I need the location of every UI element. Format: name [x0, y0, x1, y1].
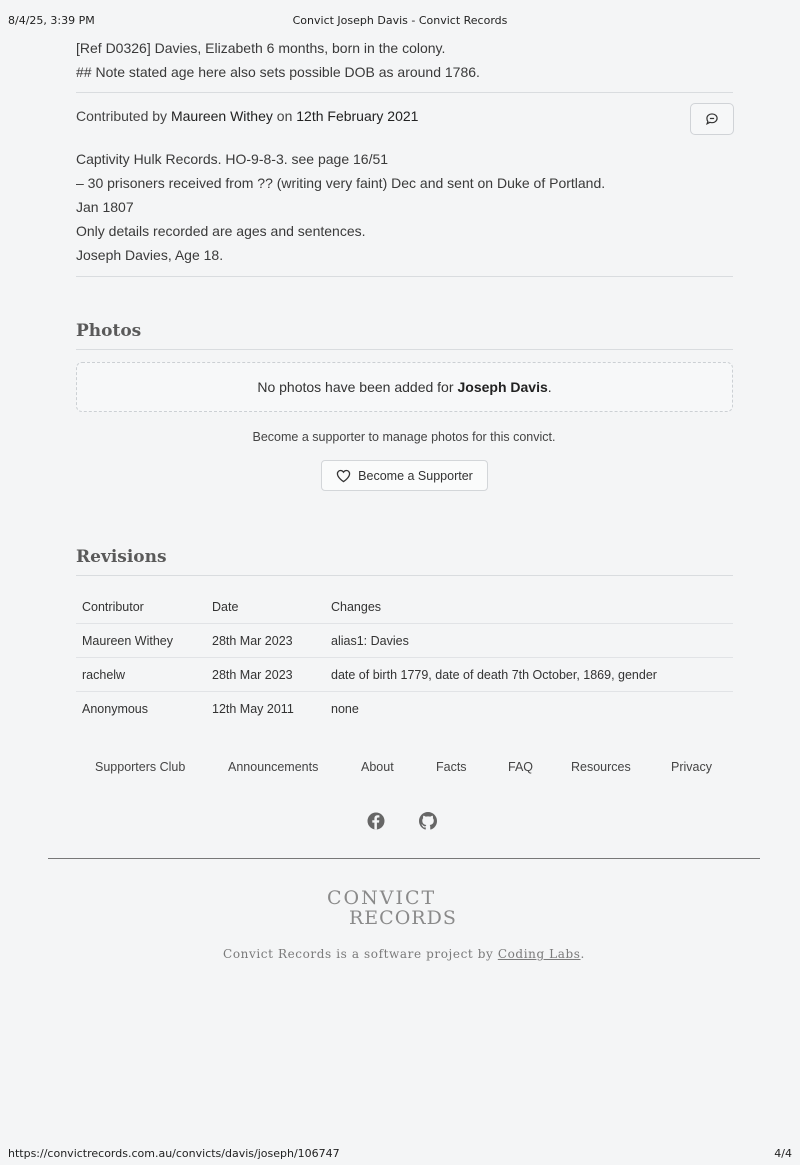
table-header-row — [76, 591, 733, 624]
table-row — [76, 658, 733, 692]
print-page-title: Convict Joseph Davis - Convict Records — [292, 14, 508, 27]
note-line: ## Note stated age here also sets possible DOB as around 1786. — [76, 64, 480, 80]
table-row — [76, 624, 733, 658]
changes-cell: date of birth 1779, date of death 7th October, 1869, gender — [330, 658, 733, 692]
tagline-end: . — [580, 947, 585, 961]
tagline-text: Convict Records is a software project by — [223, 947, 494, 961]
convict-name: Joseph Davis — [457, 379, 548, 395]
contribution-byline — [76, 108, 418, 124]
byline-prefix: Contributed by — [76, 108, 168, 124]
column-header: Changes — [331, 600, 382, 614]
footer-nav — [95, 760, 712, 774]
contributor-cell[interactable]: Maureen Withey — [76, 624, 211, 658]
comment-icon — [705, 112, 719, 126]
become-supporter-label: Become a Supporter — [358, 468, 473, 483]
logo-line-2: RECORDS — [349, 907, 457, 929]
footer-link-about[interactable]: About — [361, 760, 394, 774]
photos-empty-end: . — [547, 379, 552, 395]
contribution-line: Jan 1807 — [76, 199, 134, 215]
footer-link-privacy[interactable]: Privacy — [671, 760, 712, 774]
footer-link-faq[interactable]: FAQ — [508, 760, 534, 774]
changes-cell: none — [330, 692, 733, 726]
column-header: Contributor — [82, 600, 144, 614]
comment-button[interactable] — [690, 103, 734, 135]
contribution-line: Captivity Hulk Records. HO-9-8-3. see page 16/51 — [76, 151, 389, 167]
photos-empty-text: No photos have been added for — [257, 379, 454, 395]
footer-link-resources[interactable]: Resources — [571, 760, 631, 774]
notes-top — [76, 36, 733, 84]
github-icon[interactable] — [419, 812, 437, 830]
footer-link-supporters-club[interactable]: Supporters Club — [95, 760, 186, 774]
contributor-cell[interactable]: rachelw — [76, 658, 211, 692]
footer-link-facts[interactable]: Facts — [436, 760, 467, 774]
contributor-cell: Anonymous — [76, 692, 211, 726]
table-row — [76, 692, 733, 726]
divider — [76, 276, 733, 277]
print-datetime: 8/4/25, 3:39 PM — [8, 14, 95, 27]
divider — [76, 92, 733, 93]
footer-link-announcements[interactable]: Announcements — [228, 760, 319, 774]
revisions-title: Revisions — [76, 547, 167, 567]
print-page-number: 4/4 — [774, 1147, 792, 1160]
contributor-link[interactable]: Maureen Withey — [170, 108, 273, 124]
become-supporter-button[interactable] — [321, 460, 488, 491]
contribution-line: Only details recorded are ages and sentences. — [76, 223, 366, 239]
byline-on: on — [276, 108, 293, 124]
support-prompt: Become a supporter to manage photos for this convict. — [252, 430, 556, 444]
heart-icon — [336, 469, 351, 483]
facebook-icon[interactable] — [367, 812, 385, 830]
revisions-table — [76, 591, 733, 725]
footer-divider — [48, 858, 760, 859]
coding-labs-link[interactable]: Coding Labs — [497, 947, 581, 961]
print-url: https://convictrecords.com.au/convicts/davis/joseph/106747 — [8, 1147, 340, 1160]
divider — [76, 575, 733, 576]
divider — [76, 349, 733, 350]
changes-cell: alias1: Davies — [330, 624, 733, 658]
date-cell: 28th Mar 2023 — [211, 658, 330, 692]
footer-tagline — [0, 947, 800, 961]
convict-records-logo[interactable] — [327, 887, 457, 929]
contribution-line: – 30 prisoners received from ?? (writing very faint) Dec and sent on Duke of Portland. — [76, 175, 606, 191]
contribution-date: 12th February 2021 — [296, 108, 419, 124]
column-header: Date — [212, 600, 239, 614]
photos-empty-box — [76, 362, 733, 412]
note-line: [Ref D0326] Davies, Elizabeth 6 months, born in the colony. — [76, 40, 446, 56]
photos-title: Photos — [76, 321, 142, 341]
logo-line-1: CONVICT — [327, 887, 437, 909]
social-links — [367, 812, 437, 830]
date-cell: 12th May 2011 — [211, 692, 330, 726]
contribution-line: Joseph Davies, Age 18. — [76, 247, 224, 263]
date-cell: 28th Mar 2023 — [211, 624, 330, 658]
contribution-body — [76, 147, 733, 267]
